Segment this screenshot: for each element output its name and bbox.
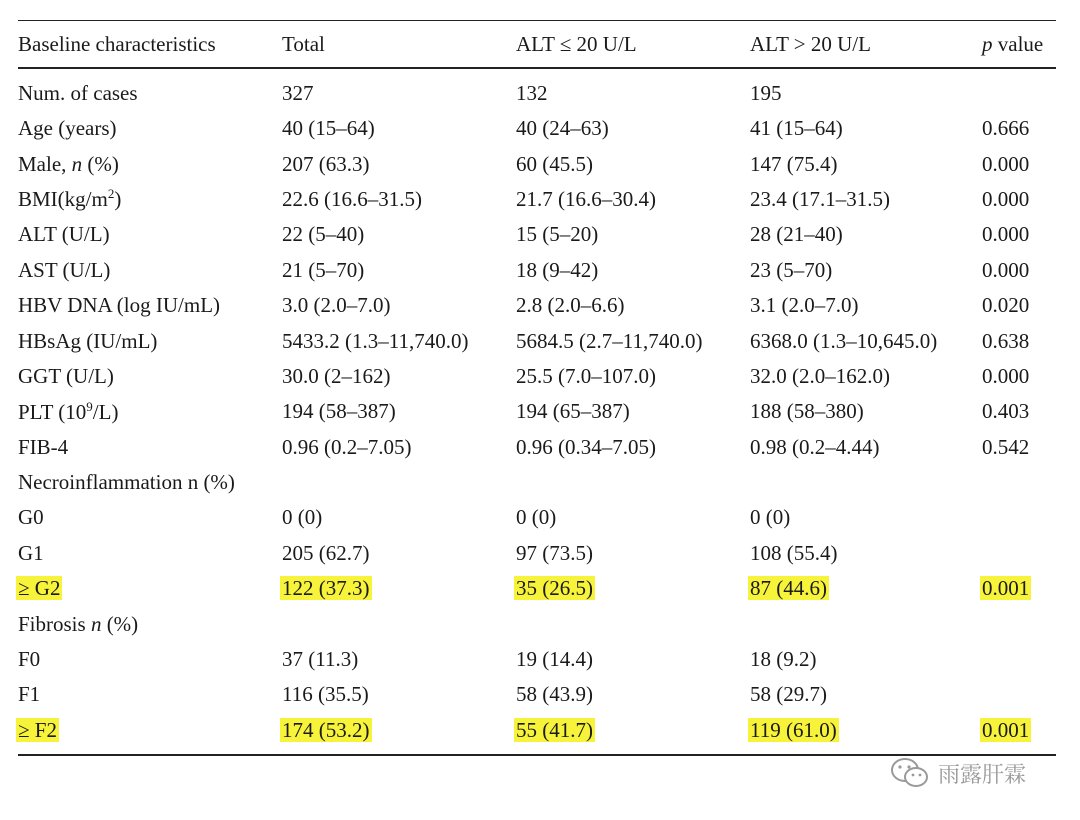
table-row	[18, 571, 1056, 606]
cell-value: 21 (5–70)	[282, 257, 365, 282]
table-row	[18, 323, 1056, 358]
table-header-row	[18, 21, 1056, 67]
cell-value: 205 (62.7)	[282, 540, 370, 565]
header-alt-high: ALT > 20 U/L	[750, 31, 871, 56]
cell-value: 87 (44.6)	[750, 576, 827, 601]
cell-total	[282, 713, 516, 748]
cell-value: 0.000	[982, 151, 1030, 176]
row-label-text	[18, 364, 114, 388]
cell-value: 15 (5–20)	[516, 222, 599, 247]
cell-value: 58 (43.9)	[516, 682, 593, 707]
cell-total	[282, 69, 516, 111]
cell-value: 60 (45.5)	[516, 151, 593, 176]
cell-value: 5684.5 (2.7–11,740.0)	[516, 328, 703, 353]
cell-value: 37 (11.3)	[282, 647, 359, 672]
cell-value: 207 (63.3)	[282, 151, 370, 176]
table-row	[18, 642, 1056, 677]
row-label	[18, 182, 282, 217]
cell-value: 40 (15–64)	[282, 116, 375, 141]
cell-total	[282, 182, 516, 217]
row-label-text	[18, 152, 119, 176]
cell-value: 194 (58–387)	[282, 399, 396, 424]
cell-low	[516, 394, 750, 429]
cell-low	[516, 323, 750, 358]
cell-total	[282, 642, 516, 677]
cell-p	[982, 323, 1056, 358]
label-text: F1	[18, 682, 41, 707]
label-prefix: Male,	[18, 151, 72, 176]
cell-value: 0 (0)	[516, 505, 557, 530]
label-text: ALT (U/L)	[18, 222, 110, 247]
table-row	[18, 713, 1056, 748]
header-baseline-characteristics: Baseline characteristics	[18, 31, 216, 56]
cell-value: 55 (41.7)	[516, 717, 593, 742]
cell-high	[750, 146, 982, 181]
header-p-rest: value	[992, 31, 1044, 56]
cell-value: 21.7 (16.6–30.4)	[516, 186, 656, 211]
cell-value: 6368.0 (1.3–10,645.0)	[750, 328, 938, 353]
cell-p	[982, 359, 1056, 394]
table-row	[18, 182, 1056, 217]
cell-value: 174 (53.2)	[282, 717, 370, 742]
header-p-value	[982, 21, 1056, 67]
cell-total	[282, 677, 516, 712]
cell-low	[516, 571, 750, 606]
table-row	[18, 146, 1056, 181]
baseline-table-container	[18, 20, 1056, 756]
cell-value: 3.1 (2.0–7.0)	[750, 293, 859, 318]
table-row	[18, 677, 1056, 712]
cell-low	[516, 111, 750, 146]
cell-high	[750, 465, 982, 500]
cell-value: 3.0 (2.0–7.0)	[282, 293, 391, 318]
row-label	[18, 111, 282, 146]
row-label-text	[16, 576, 62, 600]
cell-value: 22.6 (16.6–31.5)	[282, 186, 422, 211]
wechat-icon	[890, 756, 930, 790]
table-body	[18, 69, 1056, 748]
row-label	[18, 500, 282, 535]
cell-high	[750, 606, 982, 641]
label-prefix: PLT (10	[18, 399, 87, 424]
cell-total	[282, 500, 516, 535]
cell-high	[750, 111, 982, 146]
cell-high	[750, 69, 982, 111]
cell-low	[516, 182, 750, 217]
table-row	[18, 500, 1056, 535]
cell-total	[282, 253, 516, 288]
row-label	[18, 217, 282, 252]
header-p-italic: p	[982, 31, 993, 56]
label-text: G0	[18, 505, 44, 530]
cell-value: 35 (26.5)	[516, 576, 593, 601]
cell-p	[982, 465, 1056, 500]
cell-p	[982, 713, 1056, 748]
cell-value: 0.96 (0.2–7.05)	[282, 434, 412, 459]
label-italic: n	[71, 151, 83, 176]
cell-total	[282, 430, 516, 465]
cell-high	[750, 430, 982, 465]
row-label-text	[18, 187, 121, 211]
row-label	[18, 288, 282, 323]
cell-high	[750, 642, 982, 677]
cell-value: 18 (9.2)	[750, 647, 817, 672]
cell-p	[982, 394, 1056, 429]
cell-low	[516, 536, 750, 571]
cell-value: 147 (75.4)	[750, 151, 838, 176]
cell-p	[982, 253, 1056, 288]
row-label	[18, 253, 282, 288]
cell-p	[982, 606, 1056, 641]
cell-p	[982, 571, 1056, 606]
cell-value: 97 (73.5)	[516, 540, 593, 565]
cell-value: 5433.2 (1.3–11,740.0)	[282, 328, 469, 353]
cell-total	[282, 288, 516, 323]
row-label	[18, 465, 282, 500]
cell-total	[282, 606, 516, 641]
cell-value: 30.0 (2–162)	[282, 363, 391, 388]
cell-value: 22 (5–40)	[282, 222, 365, 247]
cell-value: 188 (58–380)	[750, 399, 864, 424]
cell-high	[750, 253, 982, 288]
cell-p	[982, 288, 1056, 323]
label-suffix: (%)	[101, 611, 139, 636]
row-label-text	[18, 541, 44, 565]
row-label-text	[18, 647, 40, 671]
label-text: AST (U/L)	[18, 257, 111, 282]
row-label	[18, 69, 282, 111]
cell-total	[282, 217, 516, 252]
label-text: Num. of cases	[18, 80, 138, 105]
row-label	[18, 642, 282, 677]
cell-value: 25.5 (7.0–107.0)	[516, 363, 656, 388]
row-label	[18, 713, 282, 748]
cell-high	[750, 677, 982, 712]
cell-p	[982, 69, 1056, 111]
cell-p	[982, 500, 1056, 535]
cell-total	[282, 146, 516, 181]
cell-low	[516, 69, 750, 111]
cell-p	[982, 111, 1056, 146]
cell-low	[516, 465, 750, 500]
row-label	[18, 536, 282, 571]
cell-value: 108 (55.4)	[750, 540, 838, 565]
baseline-characteristics-table	[18, 21, 1056, 67]
cell-value: 327	[282, 80, 314, 105]
row-label-text	[18, 400, 118, 424]
label-text: G1	[18, 540, 44, 565]
cell-p	[982, 430, 1056, 465]
row-label-text	[18, 329, 157, 353]
row-label	[18, 677, 282, 712]
table-row	[18, 69, 1056, 111]
label-prefix: BMI(kg/m	[18, 187, 108, 212]
cell-value: 0.001	[982, 576, 1030, 601]
cell-value: 119 (61.0)	[750, 717, 837, 742]
cell-high	[750, 571, 982, 606]
cell-value: 28 (21–40)	[750, 222, 843, 247]
cell-value: 0.001	[982, 717, 1030, 742]
cell-high	[750, 394, 982, 429]
cell-low	[516, 642, 750, 677]
table-row	[18, 606, 1056, 641]
label-text: Necroinflammation n (%)	[18, 470, 235, 495]
cell-value: 194 (65–387)	[516, 399, 630, 424]
cell-value: 18 (9–42)	[516, 257, 599, 282]
row-label-text	[18, 293, 220, 317]
cell-low	[516, 606, 750, 641]
cell-value: 0 (0)	[282, 505, 323, 530]
label-text: GGT (U/L)	[18, 363, 114, 388]
row-label-text	[18, 116, 117, 140]
cell-high	[750, 288, 982, 323]
row-label-text	[18, 258, 110, 282]
header-alt-low: ALT ≤ 20 U/L	[516, 31, 637, 56]
cell-value: 132	[516, 80, 548, 105]
cell-total	[282, 571, 516, 606]
cell-low	[516, 217, 750, 252]
cell-value: 122 (37.3)	[282, 576, 370, 601]
label-text: Age (years)	[18, 116, 117, 141]
label-text: HBsAg (IU/mL)	[18, 328, 158, 353]
row-label-text	[18, 682, 40, 706]
cell-value: 0.96 (0.34–7.05)	[516, 434, 656, 459]
cell-total	[282, 536, 516, 571]
label-suffix: /L)	[92, 399, 119, 424]
label-prefix: Fibrosis	[18, 611, 91, 636]
cell-low	[516, 146, 750, 181]
cell-p	[982, 146, 1056, 181]
table-row	[18, 430, 1056, 465]
baseline-table-body	[18, 69, 1056, 748]
table-row	[18, 217, 1056, 252]
cell-value: 0 (0)	[750, 505, 791, 530]
cell-value: 0.000	[982, 186, 1030, 211]
row-label-text	[18, 505, 44, 529]
label-text: HBV DNA (log IU/mL)	[18, 293, 221, 318]
cell-high	[750, 323, 982, 358]
cell-low	[516, 713, 750, 748]
cell-value: 2.8 (2.0–6.6)	[516, 293, 625, 318]
table-row	[18, 359, 1056, 394]
table-row	[18, 536, 1056, 571]
label-suffix: (%)	[82, 151, 119, 176]
cell-low	[516, 500, 750, 535]
row-label	[18, 323, 282, 358]
cell-p	[982, 677, 1056, 712]
table-row	[18, 253, 1056, 288]
cell-value: 32.0 (2.0–162.0)	[750, 363, 890, 388]
cell-value: 40 (24–63)	[516, 116, 609, 141]
cell-high	[750, 536, 982, 571]
cell-value: 0.542	[982, 434, 1030, 459]
cell-total	[282, 394, 516, 429]
row-label	[18, 394, 282, 429]
row-label-text	[18, 222, 110, 246]
row-label-text	[18, 81, 138, 105]
cell-p	[982, 217, 1056, 252]
cell-high	[750, 182, 982, 217]
cell-value: 23.4 (17.1–31.5)	[750, 186, 890, 211]
cell-high	[750, 359, 982, 394]
cell-value: 23 (5–70)	[750, 257, 833, 282]
row-label	[18, 146, 282, 181]
cell-value: 0.98 (0.2–4.44)	[750, 434, 880, 459]
cell-total	[282, 111, 516, 146]
cell-value: 0.000	[982, 257, 1030, 282]
watermark	[890, 756, 1026, 790]
cell-value: 0.638	[982, 328, 1030, 353]
cell-low	[516, 288, 750, 323]
label-italic: n	[90, 611, 102, 636]
label-superscript: 9	[86, 398, 93, 414]
row-label-text	[18, 612, 138, 636]
row-label	[18, 571, 282, 606]
row-label-text	[18, 435, 68, 459]
cell-low	[516, 359, 750, 394]
table-row	[18, 465, 1056, 500]
row-label	[18, 430, 282, 465]
cell-value: 19 (14.4)	[516, 647, 593, 672]
cell-value: 0.000	[982, 363, 1030, 388]
cell-total	[282, 359, 516, 394]
cell-value: 195	[750, 80, 782, 105]
cell-high	[750, 500, 982, 535]
cell-value: 0.000	[982, 222, 1030, 247]
cell-high	[750, 713, 982, 748]
cell-low	[516, 430, 750, 465]
label-suffix: )	[114, 187, 122, 212]
label-superscript: 2	[107, 186, 115, 202]
cell-value: 0.020	[982, 293, 1030, 318]
cell-value: 58 (29.7)	[750, 682, 827, 707]
label-text: ≥ G2	[18, 576, 61, 601]
cell-p	[982, 642, 1056, 677]
table-row	[18, 111, 1056, 146]
cell-low	[516, 677, 750, 712]
row-label	[18, 359, 282, 394]
table-row	[18, 394, 1056, 429]
cell-value: 116 (35.5)	[282, 682, 369, 707]
watermark-text: 雨露肝霖	[938, 762, 1027, 788]
cell-value: 0.666	[982, 116, 1030, 141]
row-label-text	[16, 718, 59, 742]
table-row	[18, 288, 1056, 323]
cell-low	[516, 253, 750, 288]
label-text: F0	[18, 647, 41, 672]
cell-high	[750, 217, 982, 252]
header-total: Total	[282, 31, 325, 56]
label-text: ≥ F2	[18, 717, 57, 742]
cell-p	[982, 182, 1056, 217]
cell-p	[982, 536, 1056, 571]
cell-total	[282, 465, 516, 500]
row-label-text	[18, 470, 235, 494]
row-label	[18, 606, 282, 641]
cell-value: 0.403	[982, 399, 1030, 424]
cell-total	[282, 323, 516, 358]
label-text: FIB-4	[18, 434, 69, 459]
cell-value: 41 (15–64)	[750, 116, 843, 141]
